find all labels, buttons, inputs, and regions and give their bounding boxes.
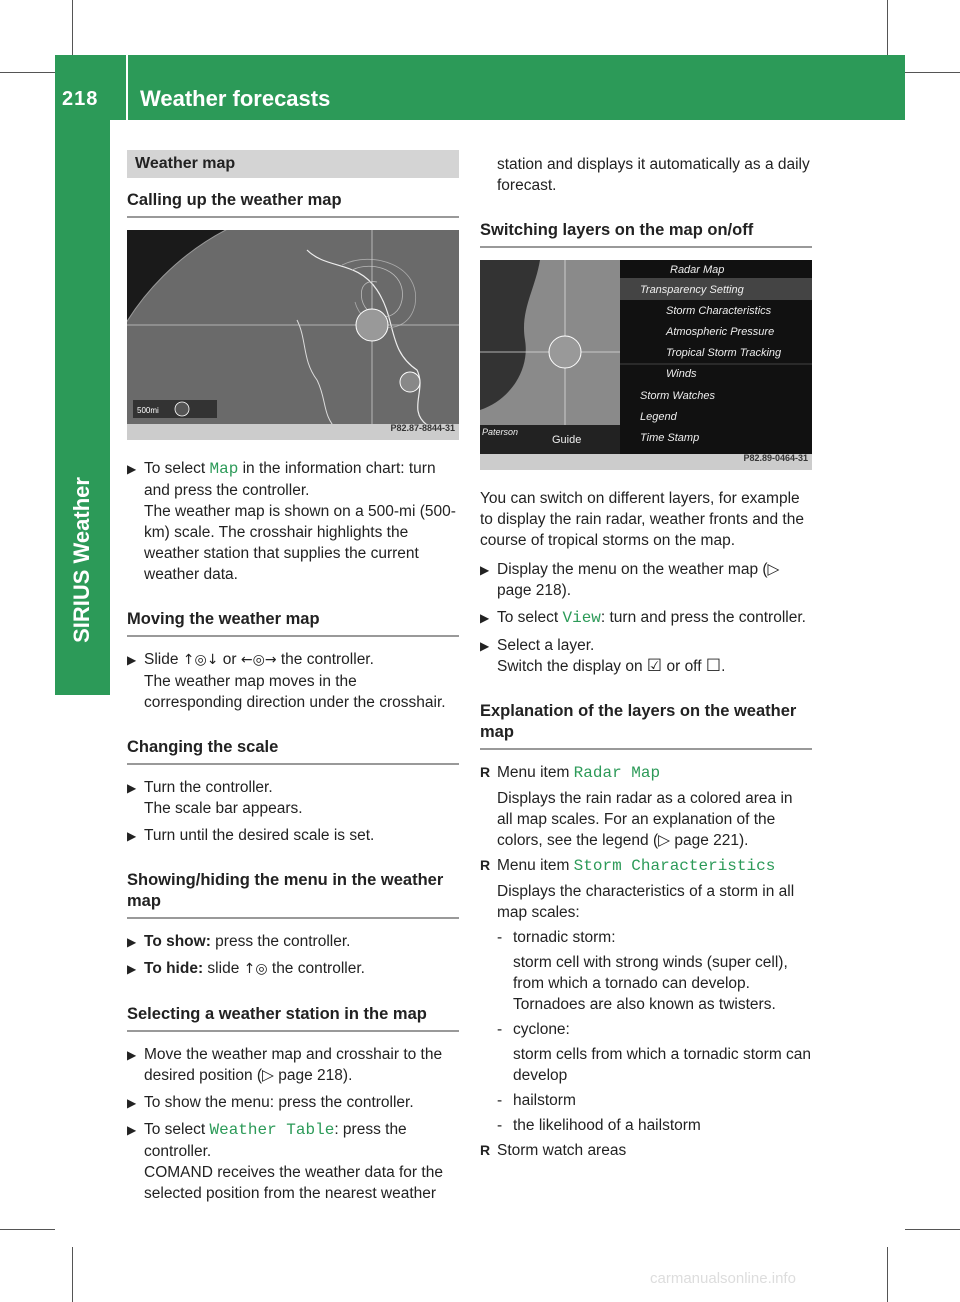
step-text: Display the menu on the weather map (▷ page 218). bbox=[497, 561, 780, 599]
bullet-icon: R bbox=[480, 1142, 491, 1158]
menu-item-radar-map: Radar Map bbox=[670, 264, 725, 276]
page-number: 218 bbox=[62, 88, 99, 110]
layers-intro: You can switch on different layers, for example to display the rain radar, weather fronts and the course of tropical storms on the map. bbox=[480, 490, 804, 549]
heading-moving: Moving the weather map bbox=[127, 609, 459, 637]
station-marker bbox=[400, 372, 420, 392]
crop-mark-br-h bbox=[905, 1229, 960, 1230]
step-text: slide bbox=[203, 960, 244, 977]
storm-characteristics-description: Displays the characteristics of a storm in all map scales: bbox=[497, 883, 795, 921]
step-display-menu bbox=[480, 559, 812, 601]
step-text: Select a layer. bbox=[497, 637, 595, 654]
figure-reference: P82.87-8844-31 bbox=[390, 423, 455, 433]
step-text: . bbox=[721, 658, 726, 675]
menu-item-winds: Winds bbox=[666, 368, 697, 380]
bullet-text: Storm watch areas bbox=[497, 1142, 627, 1159]
dash-icon: - bbox=[497, 1021, 503, 1038]
code-weather-table: Weather Table bbox=[209, 1121, 335, 1139]
left-column bbox=[127, 150, 459, 1210]
step-text: : turn and press the controller. bbox=[600, 609, 806, 626]
crop-mark-br-v bbox=[887, 1247, 888, 1302]
bullet-storm-characteristics bbox=[480, 855, 812, 877]
bullet-text: Menu item bbox=[497, 857, 574, 874]
bullet-storm-watch bbox=[480, 1140, 812, 1161]
crop-mark-tl-v bbox=[72, 0, 73, 55]
heading-explanation: Explanation of the layers on the weather map bbox=[480, 701, 812, 750]
heading-station: Selecting a weather station in the map bbox=[127, 1004, 459, 1032]
dash-icon: - bbox=[497, 1117, 503, 1134]
heading-calling-up: Calling up the weather map bbox=[127, 190, 459, 218]
step-arrow-icon: ▶ bbox=[480, 611, 490, 625]
controller-up-icon: ↑◎ bbox=[243, 961, 268, 977]
step-text: the controller. bbox=[276, 651, 374, 668]
continued-text: station and displays it automatically as a daily forecast. bbox=[497, 156, 810, 194]
step-text: in the information chart: turn and press the controller. bbox=[144, 460, 436, 499]
step-label: To show: bbox=[144, 933, 211, 950]
step-text: To show the menu: press the controller. bbox=[144, 1094, 414, 1111]
step-arrow-icon: ▶ bbox=[127, 462, 137, 476]
step-text: Turn the controller. bbox=[144, 779, 273, 796]
step-hide bbox=[127, 958, 459, 980]
compass-icon bbox=[175, 402, 189, 416]
step-arrow-icon: ▶ bbox=[127, 1048, 137, 1062]
menu-item-atmospheric-pressure: Atmospheric Pressure bbox=[666, 326, 775, 338]
crop-mark-tl-h bbox=[0, 72, 55, 73]
radar-map-description: Displays the rain radar as a colored area in all map scales. For an explanation of the colors, see the legend (▷ page 221). bbox=[497, 790, 793, 849]
heading-menu: Showing/hiding the menu in the weather map bbox=[127, 870, 459, 919]
step-arrow-icon: ▶ bbox=[127, 935, 137, 949]
heading-layers: Switching layers on the map on/off bbox=[480, 220, 812, 248]
step-label: To hide: bbox=[144, 960, 204, 977]
figure-reference: P82.89-0464-31 bbox=[743, 453, 808, 463]
step-text: the controller. bbox=[267, 960, 365, 977]
crop-mark-bl-v bbox=[72, 1247, 73, 1302]
menu-item-storm-watches: Storm Watches bbox=[640, 390, 715, 402]
map-label-guide: Guide bbox=[552, 434, 582, 446]
side-tab-label: SIRIUS Weather bbox=[69, 477, 94, 643]
step-text: Move the weather map and crosshair to the desired position (▷ page 218). bbox=[144, 1046, 443, 1084]
step-weather-table bbox=[127, 1119, 459, 1204]
checkbox-on-icon: ☑ bbox=[646, 656, 663, 676]
dash-icon: - bbox=[497, 929, 503, 946]
crop-mark-tr-v bbox=[887, 0, 888, 55]
step-show-menu bbox=[127, 1092, 459, 1113]
step-move bbox=[127, 1044, 459, 1086]
step-text: Switch the display on bbox=[497, 658, 647, 675]
step-text: To select bbox=[144, 460, 210, 477]
step-show bbox=[127, 931, 459, 952]
bullet-icon: R bbox=[480, 857, 491, 873]
right-column bbox=[480, 154, 812, 1165]
weather-map-figure bbox=[127, 230, 459, 440]
cyclone-description: storm cells from which a tornadic storm can develop bbox=[513, 1046, 812, 1084]
step-text: Slide bbox=[144, 651, 183, 668]
scale-label: 500mi bbox=[137, 406, 159, 415]
sub-text: tornadic storm: bbox=[513, 929, 616, 946]
menu-item-time-stamp: Time Stamp bbox=[640, 432, 700, 444]
code-radar-map: Radar Map bbox=[573, 764, 661, 782]
step-arrow-icon: ▶ bbox=[480, 563, 490, 577]
sub-hail-likelihood bbox=[480, 1115, 812, 1136]
step-text: press the controller. bbox=[210, 933, 351, 950]
step-arrow-icon: ▶ bbox=[127, 962, 137, 976]
section-title: Weather map bbox=[127, 150, 459, 178]
step-result: The weather map moves in the corresponding direction under the crosshair. bbox=[144, 673, 446, 711]
step-select-map bbox=[127, 458, 459, 585]
menu-item-legend: Legend bbox=[640, 411, 677, 423]
step-arrow-icon: ▶ bbox=[480, 639, 490, 653]
weather-map-image bbox=[127, 230, 459, 440]
step-arrow-icon: ▶ bbox=[127, 781, 137, 795]
step-text: or off bbox=[662, 658, 706, 675]
code-view: View bbox=[562, 609, 601, 627]
map-label-paterson: Paterson bbox=[482, 427, 519, 437]
heading-scale: Changing the scale bbox=[127, 737, 459, 765]
header-title: Weather forecasts bbox=[140, 86, 331, 111]
step-result: The scale bar appears. bbox=[144, 800, 303, 817]
step-result: COMAND receives the weather data for the selected position from the nearest weather bbox=[144, 1164, 443, 1202]
step-result bbox=[497, 656, 812, 677]
controller-up-down-icon: ↑◎↓ bbox=[182, 652, 219, 668]
checkbox-off-icon: ☐ bbox=[705, 656, 722, 676]
step-select-layer bbox=[480, 635, 812, 677]
step-result: The weather map is shown on a 500-mi (500-km) scale. The crosshair highlights the weather station that supplies the current weather data. bbox=[144, 503, 456, 583]
step-turn-until bbox=[127, 825, 459, 846]
step-text: : press the controller. bbox=[144, 1121, 407, 1160]
sub-tornadic bbox=[480, 927, 812, 948]
layers-menu-figure bbox=[480, 260, 812, 470]
dash-icon: - bbox=[497, 1092, 503, 1109]
step-select-view bbox=[480, 607, 812, 629]
sub-text: the likelihood of a hailstorm bbox=[513, 1117, 701, 1134]
crosshair-marker bbox=[549, 336, 581, 368]
step-turn bbox=[127, 777, 459, 819]
crop-mark-bl-h bbox=[0, 1229, 55, 1230]
step-arrow-icon: ▶ bbox=[127, 1123, 137, 1137]
menu-item-transparency: Transparency Setting bbox=[640, 284, 744, 296]
menu-item-storm-characteristics: Storm Characteristics bbox=[666, 305, 772, 317]
step-text: Turn until the desired scale is set. bbox=[144, 827, 375, 844]
sub-cyclone bbox=[480, 1019, 812, 1040]
step-text: To select bbox=[497, 609, 563, 626]
watermark: carmanualsonline.info bbox=[650, 1270, 796, 1287]
step-slide bbox=[127, 649, 459, 713]
bullet-text: Menu item bbox=[497, 764, 574, 781]
menu-item-tropical-storm: Tropical Storm Tracking bbox=[666, 347, 782, 359]
controller-left-right-icon: ←◎→ bbox=[240, 652, 277, 668]
sub-text: cyclone: bbox=[513, 1021, 570, 1038]
step-text: or bbox=[218, 651, 241, 668]
sub-text: hailstorm bbox=[513, 1092, 576, 1109]
step-text: To select bbox=[144, 1121, 210, 1138]
sub-hailstorm bbox=[480, 1090, 812, 1111]
step-arrow-icon: ▶ bbox=[127, 829, 137, 843]
code-storm-characteristics: Storm Characteristics bbox=[573, 857, 776, 875]
code-map: Map bbox=[209, 460, 239, 478]
crosshair-marker bbox=[356, 309, 388, 341]
header-separator bbox=[126, 55, 128, 120]
crop-mark-tr-h bbox=[905, 72, 960, 73]
bullet-radar-map bbox=[480, 762, 812, 784]
step-arrow-icon: ▶ bbox=[127, 1096, 137, 1110]
bullet-icon: R bbox=[480, 764, 491, 780]
tornadic-description: storm cell with strong winds (super cell), from which a tornado can develop. Tornadoes are also known as twisters. bbox=[513, 954, 788, 1013]
step-arrow-icon: ▶ bbox=[127, 653, 137, 667]
